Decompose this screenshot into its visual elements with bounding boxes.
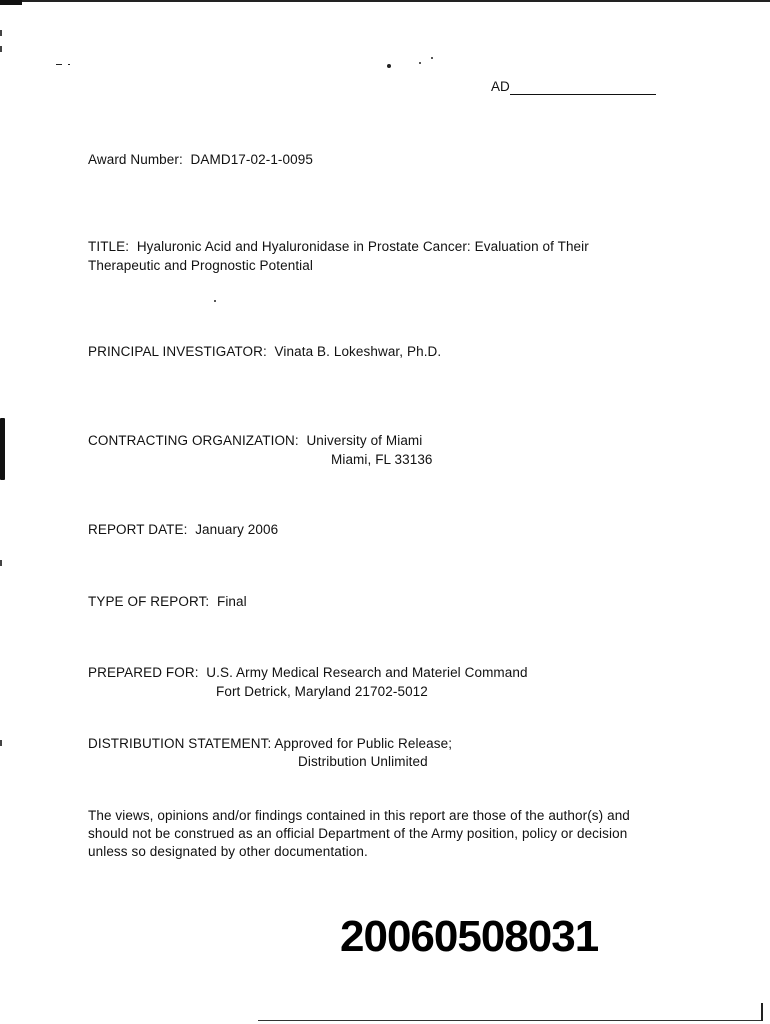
distribution-line-2: Distribution Unlimited [298,754,428,769]
distribution-label: DISTRIBUTION STATEMENT: [88,736,272,751]
scan-speck [419,62,421,64]
report-date [88,521,278,538]
scan-mark-bottom-right [755,1003,763,1021]
scan-edge-top [0,0,770,2]
scan-edge-left [0,418,5,480]
distribution-statement [88,735,452,752]
contracting-org-line-2: Miami, FL 33136 [331,452,433,467]
disclaimer-line-3: unless so designated by other documentation. [88,844,368,859]
prepared-for-line-1: U.S. Army Medical Research and Materiel Command [206,665,528,680]
scan-tick [0,46,2,52]
scan-speck [387,64,391,68]
scan-tick [0,740,2,746]
report-date-value: January 2006 [195,522,279,537]
scan-speck [56,64,62,65]
scan-speck [431,57,433,59]
prepared-for-label: PREPARED FOR: [88,665,199,680]
type-of-report [88,593,247,610]
title-label: TITLE: [88,239,130,254]
scan-tick [0,30,2,36]
award-number [88,151,313,168]
scan-edge-bottom [258,1020,762,1021]
title-line-2: Therapeutic and Prognostic Potential [88,258,313,273]
type-of-report-label: TYPE OF REPORT: [88,594,210,609]
disclaimer-line-1: The views, opinions and/or findings contained in this report are those of the author(s) and [88,808,630,823]
award-number-label: Award Number: [88,152,183,167]
type-of-report-value: Final [216,594,247,609]
contracting-organization [88,432,422,449]
report-title [88,238,589,255]
ad-label: AD [491,79,510,94]
scan-speck [214,300,216,302]
prepared-for-line-2: Fort Detrick, Maryland 21702-5012 [216,684,428,699]
prepared-for [88,664,528,681]
principal-investigator [88,343,441,360]
award-number-value: DAMD17-02-1-0095 [190,152,313,167]
report-date-label: REPORT DATE: [88,522,188,537]
disclaimer-line-2: should not be construed as an official Department of the Army position, policy or decision [88,826,628,841]
title-line-1: Hyaluronic Acid and Hyaluronidase in Prostate Cancer: Evaluation of Their [136,239,589,254]
pi-label: PRINCIPAL INVESTIGATOR: [88,344,267,359]
scan-tick [0,560,2,566]
contracting-org-line-1: University of Miami [306,433,423,448]
pi-value: Vinata B. Lokeshwar, Ph.D. [274,344,442,359]
document-number: 20060508031 [340,912,599,961]
scan-speck [68,64,70,65]
ad-blank-line [510,94,656,95]
distribution-line-1: Approved for Public Release; [274,736,453,751]
scan-mark-top-left [0,0,22,5]
contracting-org-label: CONTRACTING ORGANIZATION: [88,433,299,448]
